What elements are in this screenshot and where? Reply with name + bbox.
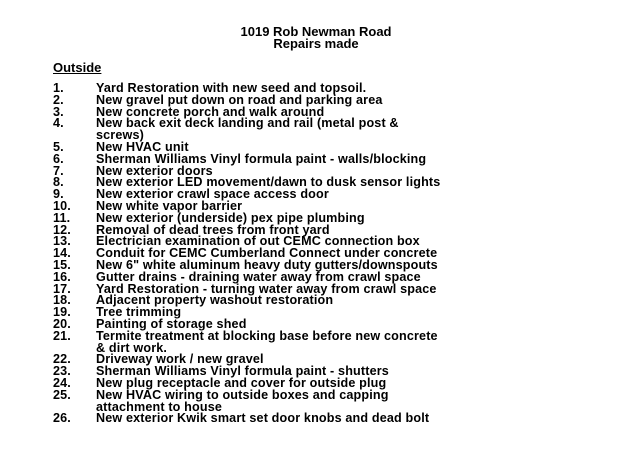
list-item-number: 22. [53, 352, 71, 367]
list-item-text: New gravel put down on road and parking area [96, 92, 383, 107]
list-item-number: 14. [53, 246, 71, 261]
list-item-number: 19. [53, 305, 71, 320]
repairs-list [53, 83, 633, 425]
list-item-number: 2. [53, 92, 64, 107]
list-item-text: Yard Restoration with new seed and topsoil. [96, 81, 367, 95]
list-item-number: 16. [53, 269, 71, 284]
list-item-text: Driveway work / new gravel [96, 352, 264, 367]
list-item-number: 21. [53, 328, 71, 343]
list-item-text: Sherman Williams Vinyl formula paint - walls/blocking [96, 151, 427, 166]
list-item-text: New exterior (underside) pex pipe plumbing [96, 210, 365, 225]
list-item-text: New HVAC wiring to outside boxes and capping [96, 387, 389, 402]
list-item [53, 118, 633, 142]
list-item-text: Conduit for CEMC Cumberland Connect under concrete [96, 246, 438, 261]
list-item-number: 24. [53, 375, 71, 390]
list-item-text: screws) [96, 128, 144, 143]
list-item-text: Electrician examination of out CEMC connection box [96, 234, 420, 249]
list-item-number: 23. [53, 364, 71, 379]
list-item-text: Tree trimming [96, 305, 182, 320]
list-item-text: New exterior doors [96, 163, 213, 178]
list-item-text: New plug receptacle and cover for outside plug [96, 375, 387, 390]
list-item-number: 26. [53, 411, 71, 426]
list-item-text: New concrete porch and walk around [96, 104, 325, 119]
list-item-text: Painting of storage shed [96, 316, 247, 331]
list-item-text: Yard Restoration - turning water away from crawl space [96, 281, 437, 296]
list-item-text: Removal of dead trees from front yard [96, 222, 330, 237]
list-item-text: New exterior crawl space access door [96, 187, 329, 202]
list-item-text: Termite treatment at blocking base before new concrete [96, 328, 438, 343]
list-item [53, 328, 633, 355]
list-item-number: 17. [53, 281, 71, 296]
list-item-number: 18. [53, 293, 71, 308]
list-item-number: 12. [53, 222, 71, 237]
list-item-text: New HVAC unit [96, 139, 189, 154]
list-item-text: New white vapor barrier [96, 198, 243, 213]
list-item-text: Sherman Williams Vinyl formula paint - shutters [96, 364, 389, 379]
list-item-text: New back exit deck landing and rail (metal post & [96, 116, 399, 131]
document-title-address: 1019 Rob Newman Road [240, 24, 392, 39]
list-item-number: 3. [53, 104, 64, 119]
list-item-number: 1. [53, 81, 64, 95]
list-item-text: New exterior LED movement/dawn to dusk sensor lights [96, 175, 441, 190]
list-item [53, 387, 633, 414]
list-item-number: 20. [53, 316, 71, 331]
list-item-text: New 6" white aluminum heavy duty gutters/downspouts [96, 257, 438, 272]
list-item-text: & dirt work. [96, 340, 168, 355]
list-item-number: 10. [53, 198, 71, 213]
list-item [53, 413, 633, 425]
list-item-number: 8. [53, 175, 64, 190]
list-item-number: 11. [53, 210, 71, 225]
list-item-text: Adjacent property washout restoration [96, 293, 334, 308]
list-item-text: Gutter drains - draining water away from crawl space [96, 269, 421, 284]
list-item-text: New exterior Kwik smart set door knobs and dead bolt [96, 411, 430, 426]
list-item-number: 13. [53, 234, 71, 249]
section-heading-outside: Outside [53, 60, 102, 75]
list-item-number: 5. [53, 139, 64, 154]
list-item-number: 25. [53, 387, 71, 402]
list-item-text: attachment to house [96, 399, 223, 414]
list-item-number: 7. [53, 163, 64, 178]
document-subtitle: Repairs made [273, 36, 359, 51]
list-item-number: 15. [53, 257, 71, 272]
list-item-number: 9. [53, 187, 64, 202]
list-item-number: 4. [53, 116, 64, 131]
list-item-number: 6. [53, 151, 64, 166]
